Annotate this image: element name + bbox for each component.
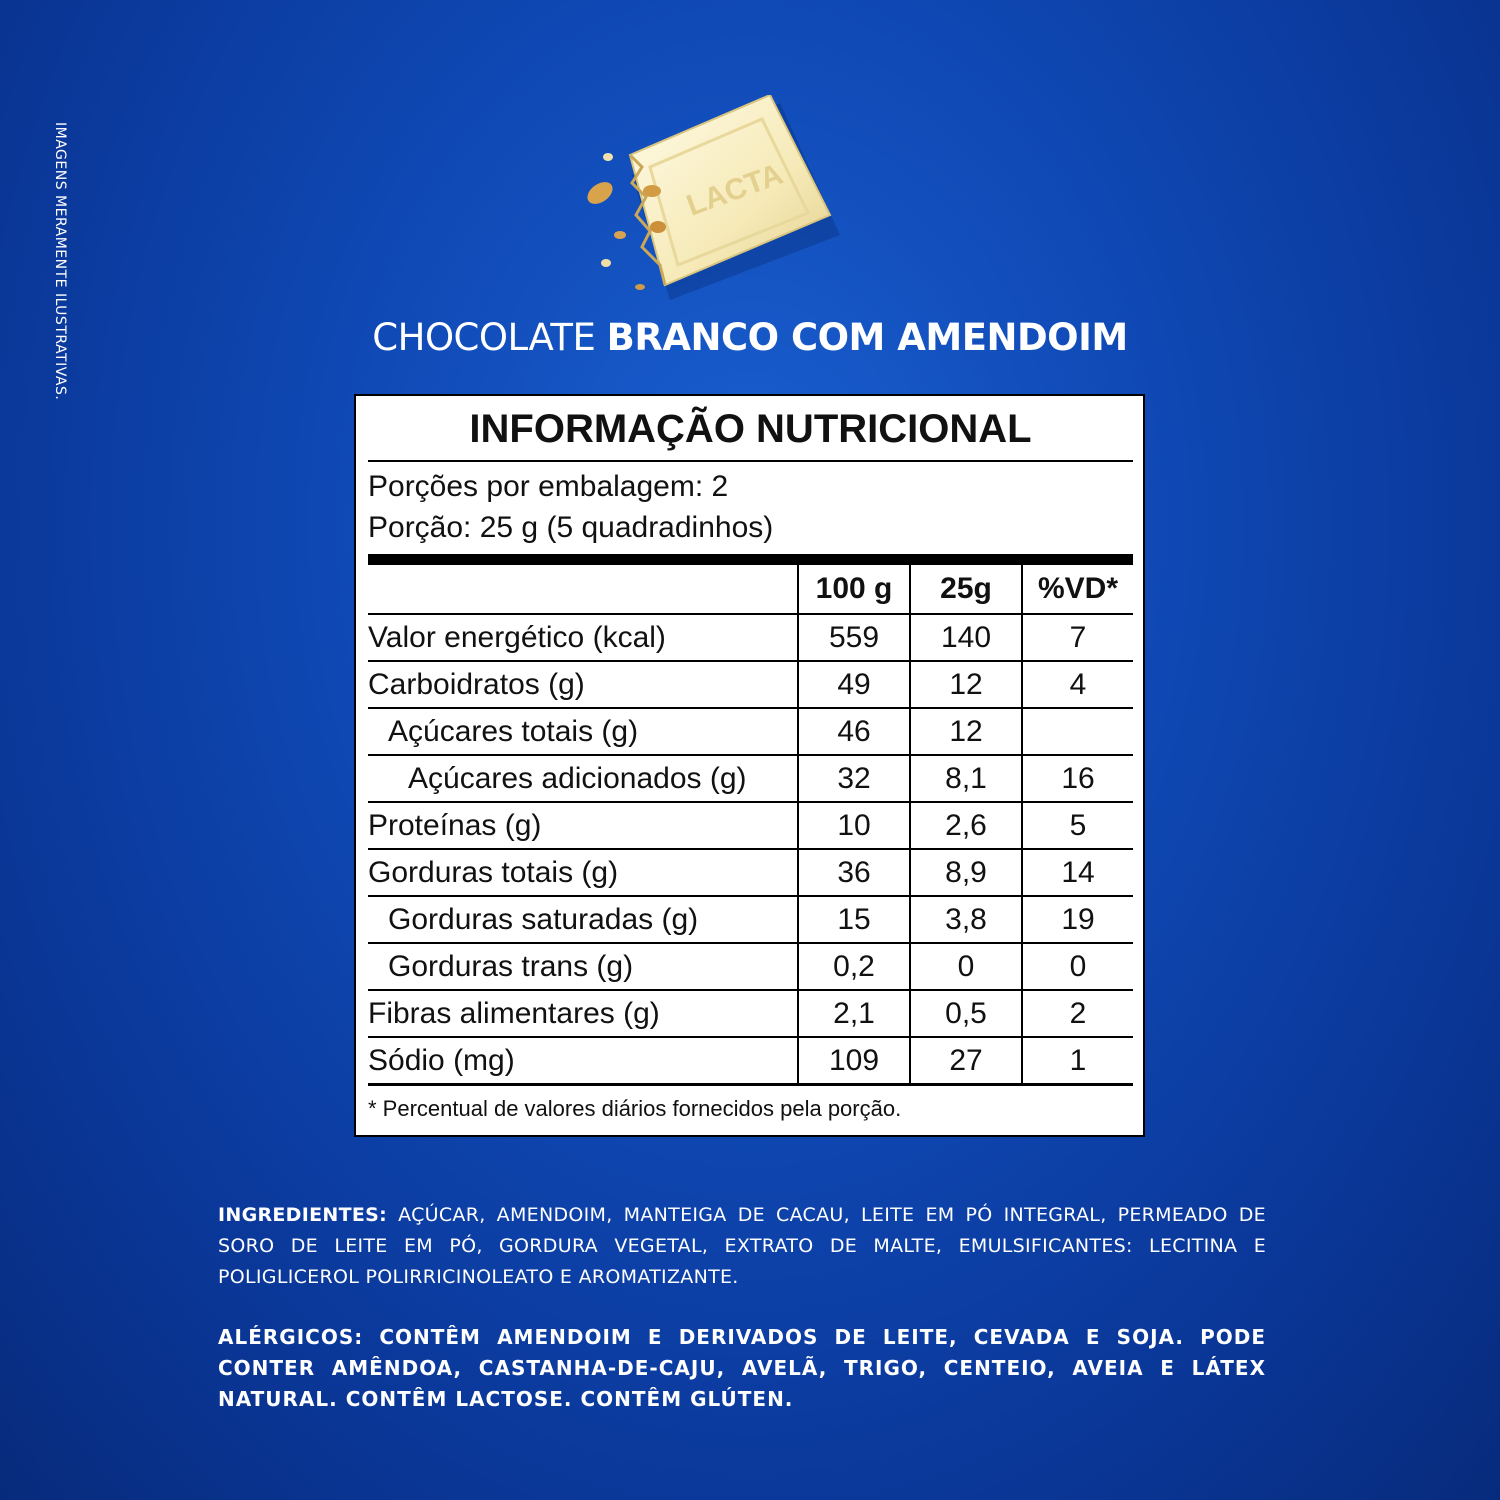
nutrient-label: Fibras alimentares (g) [368,990,798,1037]
table-row [368,1037,1133,1085]
ingredients-list: AÇÚCAR, AMENDOIM, MANTEIGA DE CACAU, LEITE EM PÓ INTEGRAL, PERMEADO DE SORO DE LEITE EM PÓ, GORDURA VEGETAL, EXTRATO DE MALTE, EMULSIFICANTES: LECITINA E POLIGLICEROL POLIRRICINOLEATO E AROMATIZANTE. [218,1204,1266,1288]
header-per-serving: 25g [910,565,1022,614]
value-per-serving: 12 [910,661,1022,708]
allergens-text: ALÉRGICOS: CONTÊM AMENDOIM E DERIVADOS DE LEITE, CEVADA E SOJA. PODE CONTER AMÊNDOA, CASTANHA-DE-CAJU, AVELÃ, TRIGO, CENTEIO, AVEIA E LÁTEX NATURAL. CONTÊM LACTOSE. CONTÊM GLÚTEN. [218,1325,1266,1411]
value-daily-percent: 4 [1022,661,1133,708]
table-row [368,661,1133,708]
header-daily-value: %VD* [1022,565,1133,614]
value-per-100g: 15 [798,896,910,943]
nutrient-label: Gorduras saturadas (g) [368,896,798,943]
header-per-100g: 100 g [798,565,910,614]
value-per-serving: 0 [910,943,1022,990]
product-title [0,316,1500,359]
nutrient-label: Valor energético (kcal) [368,614,798,661]
value-per-100g: 559 [798,614,910,661]
nutrient-label: Sódio (mg) [368,1037,798,1085]
value-per-100g: 46 [798,708,910,755]
servings-per-package: Porções por embalagem: 2 [368,470,729,503]
table-row [368,943,1133,990]
value-per-100g: 32 [798,755,910,802]
value-daily-percent [1022,708,1133,755]
value-daily-percent: 7 [1022,614,1133,661]
value-daily-percent: 19 [1022,896,1133,943]
table-row [368,849,1133,896]
table-row [368,990,1133,1037]
value-per-serving: 0,5 [910,990,1022,1037]
value-daily-percent: 1 [1022,1037,1133,1085]
value-per-100g: 0,2 [798,943,910,990]
table-row [368,755,1133,802]
value-daily-percent: 2 [1022,990,1133,1037]
value-daily-percent: 14 [1022,849,1133,896]
value-per-100g: 49 [798,661,910,708]
value-per-serving: 27 [910,1037,1022,1085]
svg-text:LACTA: LACTA [682,157,788,223]
ingredients-label: INGREDIENTES: [218,1204,388,1226]
value-daily-percent: 5 [1022,802,1133,849]
serving-size: Porção: 25 g (5 quadradinhos) [368,511,774,544]
nutrition-facts-panel [354,394,1145,1137]
nutrient-label: Açúcares adicionados (g) [368,755,798,802]
value-per-serving: 8,9 [910,849,1022,896]
value-per-100g: 36 [798,849,910,896]
value-per-100g: 10 [798,802,910,849]
nutrition-title: INFORMAÇÃO NUTRICIONAL [368,396,1133,462]
white-chocolate-bar-image [570,95,870,315]
nutrient-label: Gorduras trans (g) [368,943,798,990]
table-row [368,802,1133,849]
ingredients-text [218,1200,1266,1293]
table-row [368,896,1133,943]
value-per-serving: 12 [910,708,1022,755]
nutrition-table [368,565,1133,1086]
nutrient-label: Carboidratos (g) [368,661,798,708]
table-row [368,614,1133,661]
table-header-row [368,565,1133,614]
disclaimer-vertical-text: IMAGENS MERAMENTE ILUSTRATIVAS. [52,122,68,401]
nutrient-label: Proteínas (g) [368,802,798,849]
value-daily-percent: 16 [1022,755,1133,802]
nutrient-label: Açúcares totais (g) [368,708,798,755]
value-per-serving: 140 [910,614,1022,661]
value-per-serving: 8,1 [910,755,1022,802]
product-title-light: CHOCOLATE [372,316,607,359]
footnote: * Percentual de valores diários fornecidos pela porção. [368,1096,902,1121]
thick-divider [368,554,1133,565]
serving-info [368,462,1133,554]
product-title-bold: BRANCO COM AMENDOIM [606,316,1128,359]
header-blank [368,565,798,614]
value-per-serving: 3,8 [910,896,1022,943]
table-row [368,708,1133,755]
value-per-serving: 2,6 [910,802,1022,849]
value-per-100g: 109 [798,1037,910,1085]
nutrient-label: Gorduras totais (g) [368,849,798,896]
value-daily-percent: 0 [1022,943,1133,990]
value-per-100g: 2,1 [798,990,910,1037]
